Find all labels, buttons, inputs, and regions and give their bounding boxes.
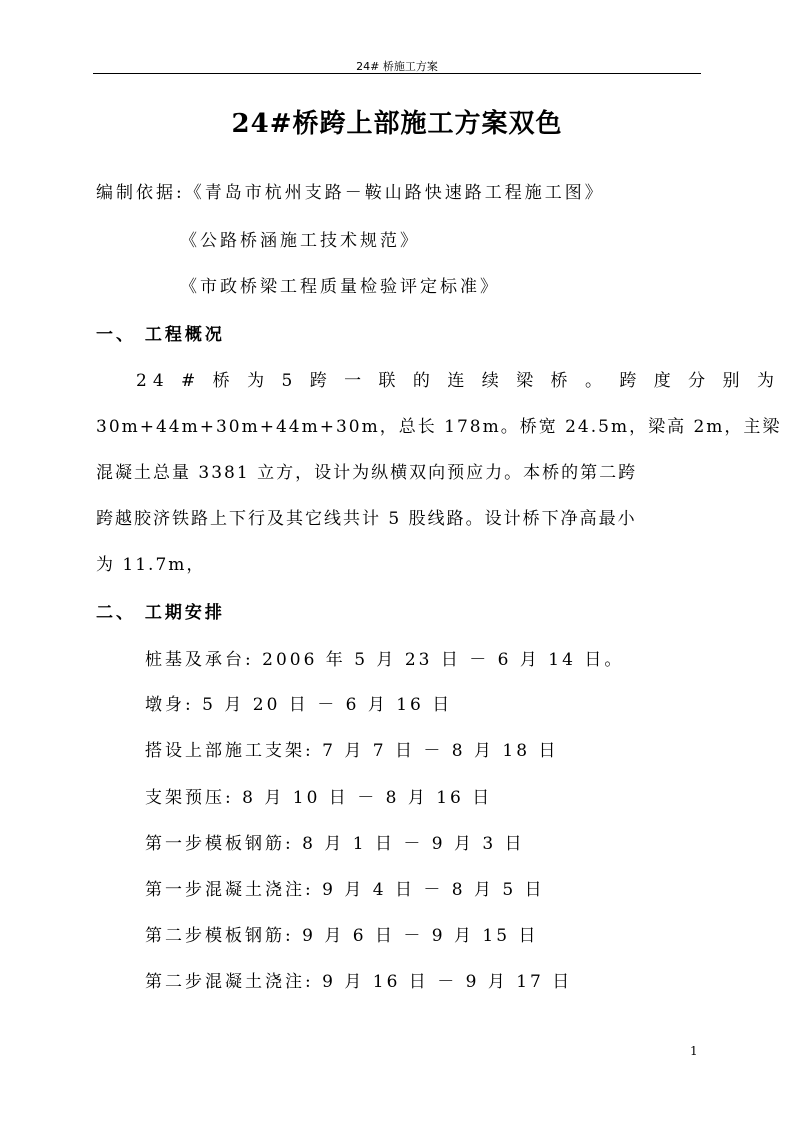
document-title: 24#桥跨上部施工方案双色 [231, 109, 563, 139]
page-header: 24# 桥施工方案 [356, 60, 438, 73]
schedule-item: 支架预压: 8 月 10 日 － 8 月 16 日 [145, 788, 493, 808]
schedule-item: 搭设上部施工支架: 7 月 7 日 － 8 月 18 日 [145, 741, 559, 761]
overview-line: 混凝土总量 3381 立方，设计为纵横双向预应力。本桥的第二跨 [96, 463, 638, 483]
overview-line: 为 11.7m， [96, 555, 206, 575]
header-rule [93, 73, 701, 74]
schedule-item: 第一步模板钢筋: 8 月 1 日 － 9 月 3 日 [145, 834, 525, 854]
schedule-item: 第一步混凝土浇注: 9 月 4 日 － 8 月 5 日 [145, 880, 545, 900]
schedule-item: 墩身: 5 月 20 日 － 6 月 16 日 [145, 695, 453, 715]
overview-line: 24 # 桥 为 5 跨 一 联 的 连 续 梁 桥 。 跨 度 分 别 为 [136, 371, 780, 391]
basis-line-1: 编制依据:《青岛市杭州支路－鞍山路快速路工程施工图》 [96, 183, 605, 203]
schedule-item: 第二步混凝土浇注: 9 月 16 日 － 9 月 17 日 [145, 972, 573, 992]
overview-line: 跨越胶济铁路上下行及其它线共计 5 股线路。设计桥下净高最小 [96, 509, 637, 529]
page-number: 1 [690, 1044, 698, 1058]
basis-line-3: 《市政桥梁工程质量检验评定标准》 [180, 277, 500, 297]
basis-line-2: 《公路桥涵施工技术规范》 [180, 231, 420, 251]
schedule-item: 桩基及承台: 2006 年 5 月 23 日 － 6 月 14 日。 [145, 650, 625, 670]
section-heading-overview: 一、 工程概况 [96, 325, 225, 345]
overview-line: 30m+44m+30m+44m+30m，总长 178m。桥宽 24.5m，梁高 2m，主梁 [96, 417, 782, 437]
schedule-item: 第二步模板钢筋: 9 月 6 日 － 9 月 15 日 [145, 926, 539, 946]
section-heading-schedule: 二、 工期安排 [96, 603, 225, 623]
